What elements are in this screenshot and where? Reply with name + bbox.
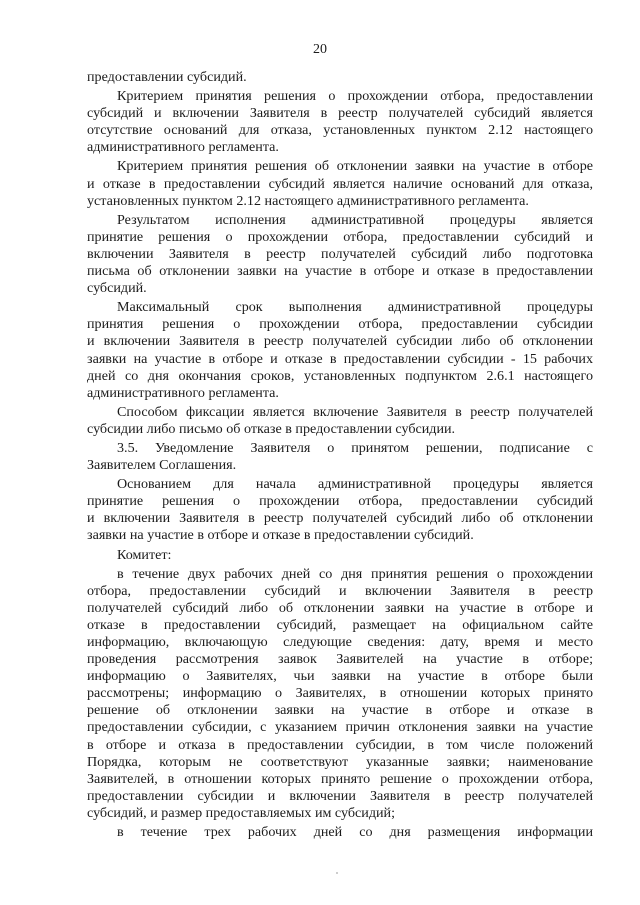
text-line: рассмотрены; информацию о Заявителях, в отношении которых принято — [87, 685, 593, 702]
text-line: информацию о Заявителях, чьи заявки на участие в отборе были — [87, 668, 593, 685]
text-line: в течение трех рабочих дней со дня размещения информации — [117, 824, 593, 841]
text-line: Максимальный срок выполнения административной процедуры — [117, 299, 593, 316]
text-line: установленных пунктом 2.12 настоящего административного регламента. — [87, 192, 529, 209]
text-line: Критерием принятия решения об отклонении заявки на участие в отборе — [117, 158, 593, 175]
text-line: включении Заявителя в реестр получателей субсидий либо подготовка — [87, 245, 593, 262]
text-line: принятие решения о прохождении отбора, предоставлении субсидий — [87, 493, 593, 510]
text-line: письма об отклонении заявки на участие в отборе и отказе в предоставлении — [87, 263, 593, 280]
text-line: отсутствие оснований для отказа, установленных пунктом 2.12 настоящего — [87, 122, 593, 139]
text-line: принятие решения о прохождении отбора, предоставлении субсидий и — [87, 228, 593, 245]
text-line: Результатом исполнения административной процедуры является — [117, 211, 593, 228]
text-line: заявки на участие в отборе и отказе в предоставлении субсидии - 15 рабочих — [87, 350, 593, 367]
text-line: субсидий. — [87, 280, 147, 297]
text-line: предоставлении субсидии и включении Заявителя в реестр получателей — [87, 787, 593, 804]
text-line: административного регламента. — [87, 139, 279, 156]
text-line: в отборе и отказа в предоставлении субсидии, в том числе положений — [87, 736, 593, 753]
text-line: Основанием для начала административной процедуры является — [117, 476, 593, 493]
text-line: отказе в предоставлении субсидий, размещает на официальном сайте — [87, 616, 593, 633]
text-line: проведения рассмотрения заявок Заявителей на участие в отборе; — [87, 651, 593, 668]
text-line: решение об отклонении заявки на участие в отборе и отказе в — [87, 702, 593, 719]
text-line: Заявителей, в отношении которых принято решение о прохождении отбора, — [87, 770, 593, 787]
text-line: и включении Заявителя в реестр получателей субсидий либо об отклонении — [87, 510, 593, 527]
text-line: в течение двух рабочих дней со дня принятия решения о прохождении — [117, 565, 593, 582]
text-line: предоставлении субсидии, с указанием причин отклонения заявки на участие — [87, 719, 593, 736]
page-number: 20 — [313, 42, 327, 57]
text-line: субсидий и включении Заявителя в реестр получателей субсидий является — [87, 105, 593, 122]
text-line: принятия решения о прохождении отбора, предоставлении субсидии — [87, 316, 593, 333]
text-line: отбора, предоставлении субсидий и включении Заявителя в реестр — [87, 582, 593, 599]
text-line: 3.5. Уведомление Заявителя о принятом решении, подписание с — [117, 439, 593, 456]
text-line: Заявителем Соглашения. — [87, 457, 237, 474]
document-body — [87, 69, 593, 841]
text-line: Способом фиксации является включение Заявителя в реестр получателей — [117, 403, 593, 420]
text-line: Порядка, которым не соответствуют указанные заявки; наименование — [87, 753, 593, 770]
text-line: получателей субсидий либо об отклонении заявки на участие в отборе и — [87, 599, 593, 616]
text-line: Комитет: — [117, 546, 172, 563]
scan-speck — [336, 872, 338, 874]
text-line: заявки на участие в отборе и отказе в предоставлении субсидий. — [87, 527, 474, 544]
text-line: административного регламента. — [87, 384, 279, 401]
text-line: Критерием принятия решения о прохождении отбора, предоставлении — [117, 88, 593, 105]
text-line: субсидии либо письмо об отказе в предоставлении субсидии. — [87, 420, 456, 437]
text-line: предоставлении субсидий. — [87, 69, 247, 85]
text-line: субсидий, и размер предоставляемых им субсидий; — [87, 804, 396, 821]
text-line: информацию, включающую следующие сведения: дату, время и место — [87, 634, 593, 650]
text-line: и включении Заявителя в реестр получателей субсидии либо об отклонении — [87, 333, 593, 350]
text-line: и отказе в предоставлении субсидий является наличие оснований для отказа, — [87, 175, 593, 192]
text-line: дней со дня окончания сроков, установленных подпунктом 2.6.1 настоящего — [87, 367, 593, 384]
